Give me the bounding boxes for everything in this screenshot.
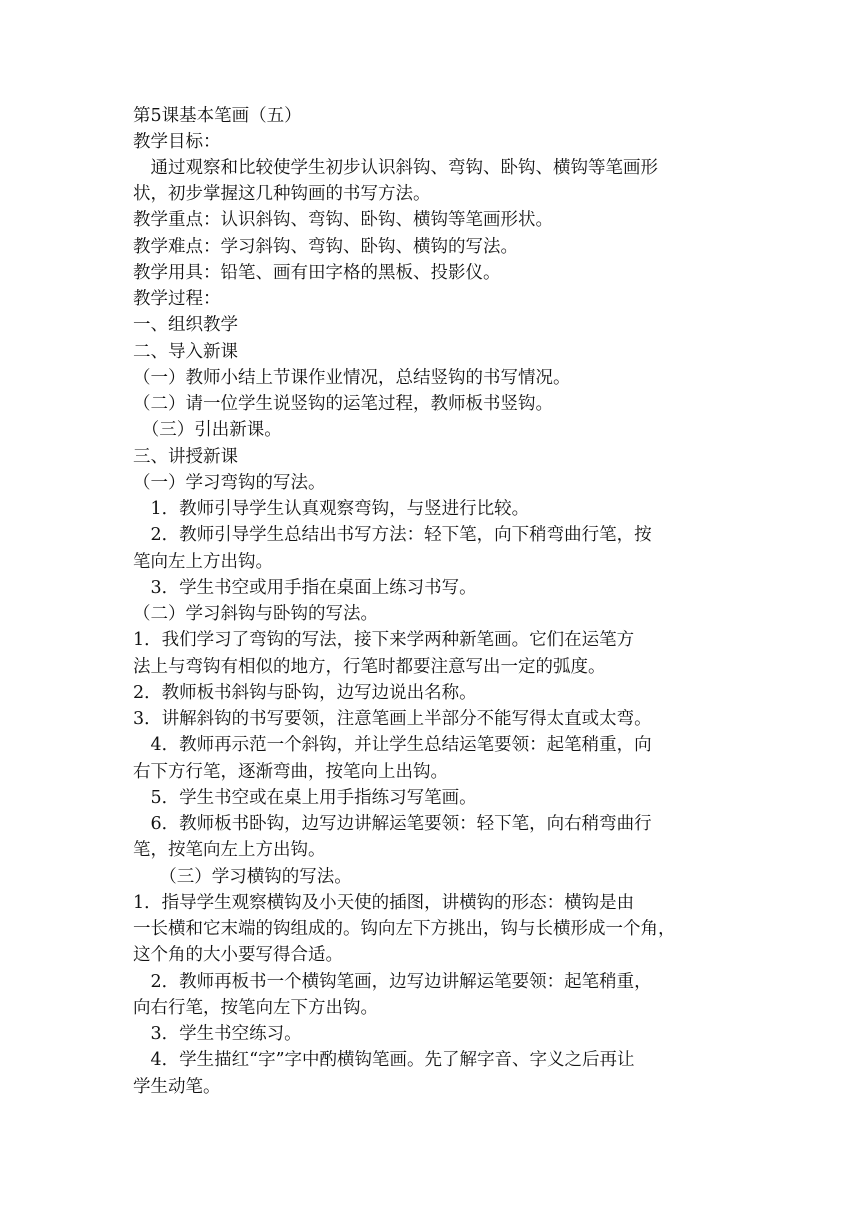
text-line: （一）学习弯钩的写法。: [133, 473, 326, 493]
text-line: 三、讲授新课: [133, 447, 238, 467]
lesson-title: 第5课基本笔画（五）: [133, 106, 302, 126]
text-line: 这个角的大小要写得合适。: [133, 945, 343, 965]
text-line: 5．学生书空或在桌上用手指练习写笔画。: [133, 788, 477, 808]
text-line: 一长横和它末端的钩组成的。钩向左下方挑出，钩与长横形成一个角，: [133, 919, 676, 939]
text-line: 状，初步掌握这几种钩画的书写方法。: [133, 184, 431, 204]
text-line: 学生动笔。: [133, 1077, 221, 1097]
text-line: 法上与弯钩有相似的地方，行笔时都要注意写出一定的弧度。: [133, 657, 606, 677]
text-line: 二、导入新课: [133, 342, 238, 362]
text-line: 1．我们学习了弯钩的写法，接下来学两种新笔画。它们在运笔方: [133, 630, 635, 650]
text-line: 2．教师板书斜钩与卧钩，边写边说出名称。: [133, 683, 477, 703]
text-line: 教学目标：: [133, 132, 221, 152]
text-line: 教学用具：铅笔、画有田字格的黑板、投影仪。: [133, 263, 501, 283]
text-line: 右下方行笔，逐渐弯曲，按笔向上出钩。: [133, 762, 448, 782]
text-line: 教学重点：认识斜钩、弯钩、卧钩、横钩等笔画形状。: [133, 210, 553, 230]
text-line: 6．教师板书卧钩，边写边讲解运笔要领：轻下笔，向右稍弯曲行: [133, 814, 652, 834]
text-line: 1．教师引导学生认真观察弯钩，与竖进行比较。: [133, 499, 530, 519]
text-line: （二）学习斜钩与卧钩的写法。: [133, 604, 378, 624]
text-line: 2．教师再板书一个横钩笔画，边写边讲解运笔要领：起笔稍重，: [133, 972, 652, 992]
text-line: 3．学生书空练习。: [133, 1024, 302, 1044]
text-line: （三）引出新课。: [133, 420, 282, 440]
text-line: 4．学生描红“字”字中酌横钩笔画。先了解字音、字义之后再让: [133, 1050, 635, 1070]
text-line: 2．教师引导学生总结出书写方法：轻下笔，向下稍弯曲行笔，按: [133, 525, 652, 545]
text-line: 笔向左上方出钩。: [133, 552, 273, 572]
text-line: 笔，按笔向左上方出钩。: [133, 840, 326, 860]
text-line: 向右行笔，按笔向左下方出钩。: [133, 998, 378, 1018]
text-line: 4．教师再示范一个斜钩，并让学生总结运笔要领：起笔稍重，向: [133, 735, 652, 755]
text-line: 1．指导学生观察横钩及小天使的插图，讲横钩的形态：横钩是由: [133, 893, 635, 913]
text-line: 3．讲解斜钩的书写要领，注意笔画上半部分不能写得太直或太弯。: [133, 709, 652, 729]
text-line: （一）教师小结上节课作业情况，总结竖钩的书写情况。: [133, 368, 571, 388]
text-line: 一、组织教学: [133, 315, 238, 335]
text-line: 教学难点：学习斜钩、弯钩、卧钩、横钩的写法。: [133, 237, 518, 257]
text-line: 3．学生书空或用手指在桌面上练习书写。: [133, 578, 477, 598]
text-line: 教学过程：: [133, 289, 221, 309]
text-line: 通过观察和比较使学生初步认识斜钩、弯钩、卧钩、横钩等笔画形: [133, 158, 658, 178]
text-line: （二）请一位学生说竖钩的运笔过程，教师板书竖钩。: [133, 394, 553, 414]
text-line: （三）学习横钩的写法。: [133, 867, 352, 887]
